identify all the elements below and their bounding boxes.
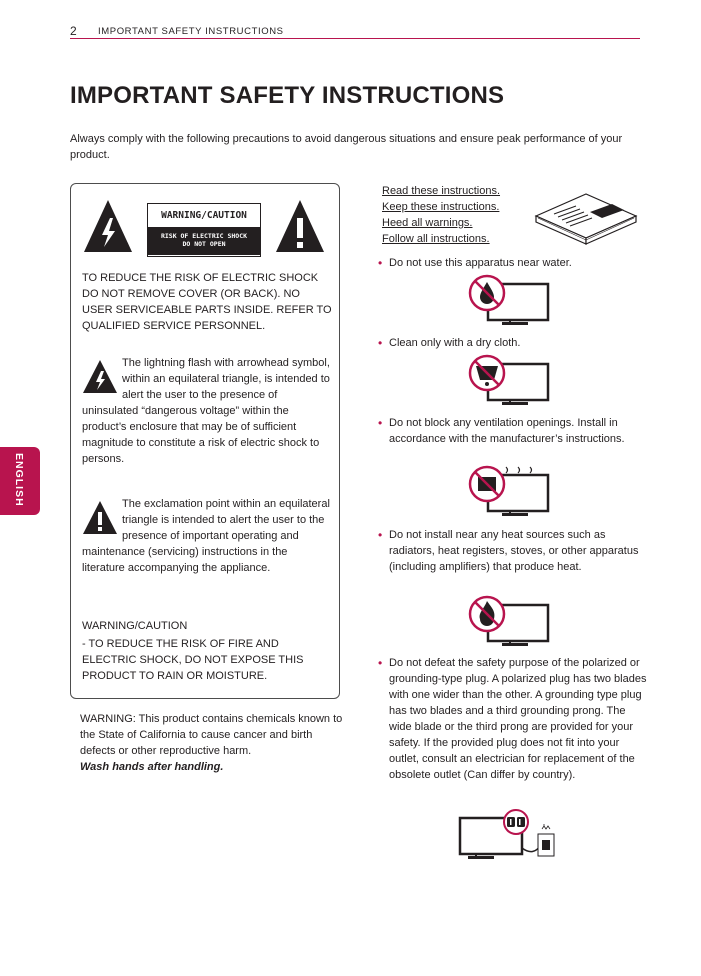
exclamation-explanation-text: The exclamation point within an equilateral triangle is intended to alert the user to the presence of important operating and maintenance (servicing) instructions in the literature accompanying the appliance. <box>82 498 330 574</box>
instruction-item: Read these instructions. <box>382 185 501 197</box>
warning-caution-heading: WARNING/CAUTION <box>82 620 188 632</box>
page-number: 2 <box>70 24 77 38</box>
no-water-tv-icon <box>466 274 552 326</box>
bullet-dry-cloth: • Clean only with a dry cloth. <box>378 335 647 351</box>
instruction-item: Follow all instructions. <box>382 233 490 245</box>
warning-label-line-1: RISK OF ELECTRIC SHOCK <box>160 232 248 240</box>
bullet-heat-sources: • Do not install near any heat sources such as radiators, heat registers, stoves, or other apparatus (including amplifiers) that produce heat. <box>378 527 647 575</box>
prop65-wash-hands: Wash hands after handling. <box>80 761 224 773</box>
page-title: IMPORTANT SAFETY INSTRUCTIONS <box>70 82 505 109</box>
no-wet-cloth-tv-icon <box>466 354 552 406</box>
small-lightning-triangle-icon <box>82 359 118 395</box>
no-heat-source-icon <box>466 595 552 649</box>
language-tab <box>0 447 40 515</box>
bullet-water: • Do not use this apparatus near water. <box>378 255 647 271</box>
prop65-label: WARNING <box>80 713 133 725</box>
bullet-polarized-plug: • Do not defeat the safety purpose of the polarized or grounding-type plug. A polarized plug has two blades with one wider than the other. A grounding type plug has two blades and a third grounding prong. The wide blade or the third prong are provided for your safety. If the provided plug does not fit into your outlet, consult an electrician for replacement of the obsolete outlet (Can differ by country). <box>378 655 647 783</box>
intro-paragraph: Always comply with the following precautions to avoid dangerous situations and ensure peak performance of your product. <box>70 133 623 161</box>
electric-shock-notice: TO REDUCE THE RISK OF ELECTRIC SHOCK DO NOT REMOVE COVER (OR BACK). NO USER SERVICEABLE PARTS INSIDE. REFER TO QUALIFIED SERVICE PERSONNEL. <box>82 272 332 332</box>
running-title: IMPORTANT SAFETY INSTRUCTIONS <box>98 26 284 37</box>
lightning-explanation <box>82 355 332 467</box>
warning-label-title: WARNING/CAUTION <box>161 210 247 221</box>
warning-label-subtitle <box>148 227 260 255</box>
warning-label-line-2: DO NOT OPEN <box>182 240 226 248</box>
instruction-list <box>382 183 500 247</box>
warning-caution-label <box>147 203 261 257</box>
no-block-ventilation-icon <box>466 465 552 517</box>
language-tab-label: ENGLISH <box>13 453 25 507</box>
small-exclamation-triangle-icon <box>82 500 118 536</box>
rain-moisture-warning: - TO REDUCE THE RISK OF FIRE AND ELECTRIC SHOCK, DO NOT EXPOSE THIS PRODUCT TO RAIN OR MOISTURE. <box>82 638 304 682</box>
exclamation-triangle-icon <box>274 198 326 254</box>
prop65-text: : This product contains chemicals known to the State of California to cause cancer and birth defects or other reproductive harm. <box>80 713 343 757</box>
bullet-ventilation: • Do not block any ventilation openings. Install in accordance with the manufacturer’s instructions. <box>378 415 647 447</box>
exclamation-explanation <box>82 496 332 576</box>
polarized-plug-outlet-icon <box>458 808 562 860</box>
header-rule <box>70 38 640 39</box>
instruction-item: Heed all warnings. <box>382 217 473 229</box>
instruction-item: Keep these instructions. <box>382 201 500 213</box>
warning-box <box>70 183 340 699</box>
prop65-warning <box>80 711 345 775</box>
lightning-explanation-text: The lightning flash with arrowhead symbol, within an equilateral triangle, is intended to alert the user to the presence of uninsulated “dangerous voltage” within the product’s enclosure that may be of sufficient magnitude to constitute a risk of electric shock to persons. <box>82 357 330 465</box>
manual-book-icon <box>532 186 640 246</box>
lightning-triangle-icon <box>82 198 134 254</box>
